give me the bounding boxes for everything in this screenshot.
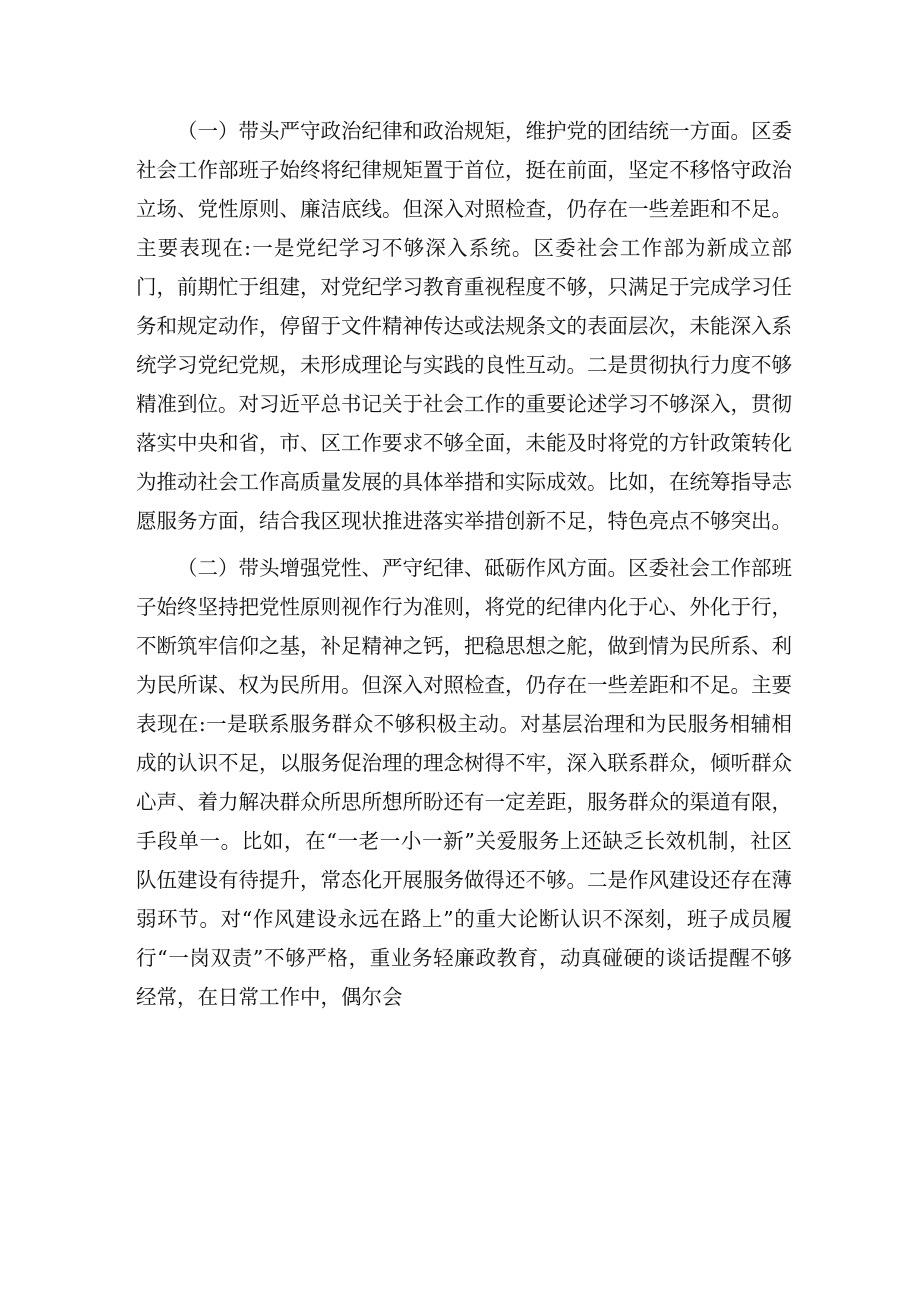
paragraph-political-discipline: （一）带头严守政治纪律和政治规矩，维护党的团结统一方面。区委社会工作部班子始终将纪律规矩置于首位，挺在前面，坚定不移恪守政治立场、党性原则、廉洁底线。但深入对照检查，仍存在一些差距和不足。主要表现在:一是党纪学习不够深入系统。区委社会工作部为新成立部门，前期忙于组建，对党纪学习教育重视程度不够，只满足于完成学习任务和规定动作，停留于文件精神传达或法规条文的表面层次，未能深入系统学习党纪党规，未形成理论与实践的良性互动。二是贯彻执行力度不够精准到位。对习近平总书记关于社会工作的重要论述学习不够深入，贯彻落实中央和省，市、区工作要求不够全面，未能及时将党的方针政策转化为推动社会工作高质量发展的具体举措和实际成效。比如，在统筹指导志愿服务方面，结合我区现状推进落实举措创新不足，特色亮点不够突出。 — [136, 119, 792, 533]
paragraph-party-spirit-conduct: （二）带头增强党性、严守纪律、砥砺作风方面。区委社会工作部班子始终坚持把党性原则视作行为准则，将党的纪律内化于心、外化于行，不断筑牢信仰之基，补足精神之钙，把稳思想之舵，做到情为民所系、利为民所谋、权为民所用。但深入对照检查，仍存在一些差距和不足。主要表现在:一是联系服务群众不够积极主动。对基层治理和为民服务相辅相成的认识不足，以服务促治理的理念树得不牢，深入联系群众，倾听群众心声、着力解决群众所思所想所盼还有一定差距，服务群众的渠道有限，手段单一。比如，在“一老一小一新”关爱服务上还缺乏长效机制，社区队伍建设有待提升，常态化开展服务做得还不够。二是作风建设还存在薄弱环节。对“作风建设永远在路上”的重大论断认识不深刻，班子成员履行“一岗双责”不够严格，重业务轻廉政教育，动真碰硬的谈话提醒不够经常，在日常工作中，偶尔会 — [136, 556, 792, 1009]
document-page — [136, 112, 792, 1025]
